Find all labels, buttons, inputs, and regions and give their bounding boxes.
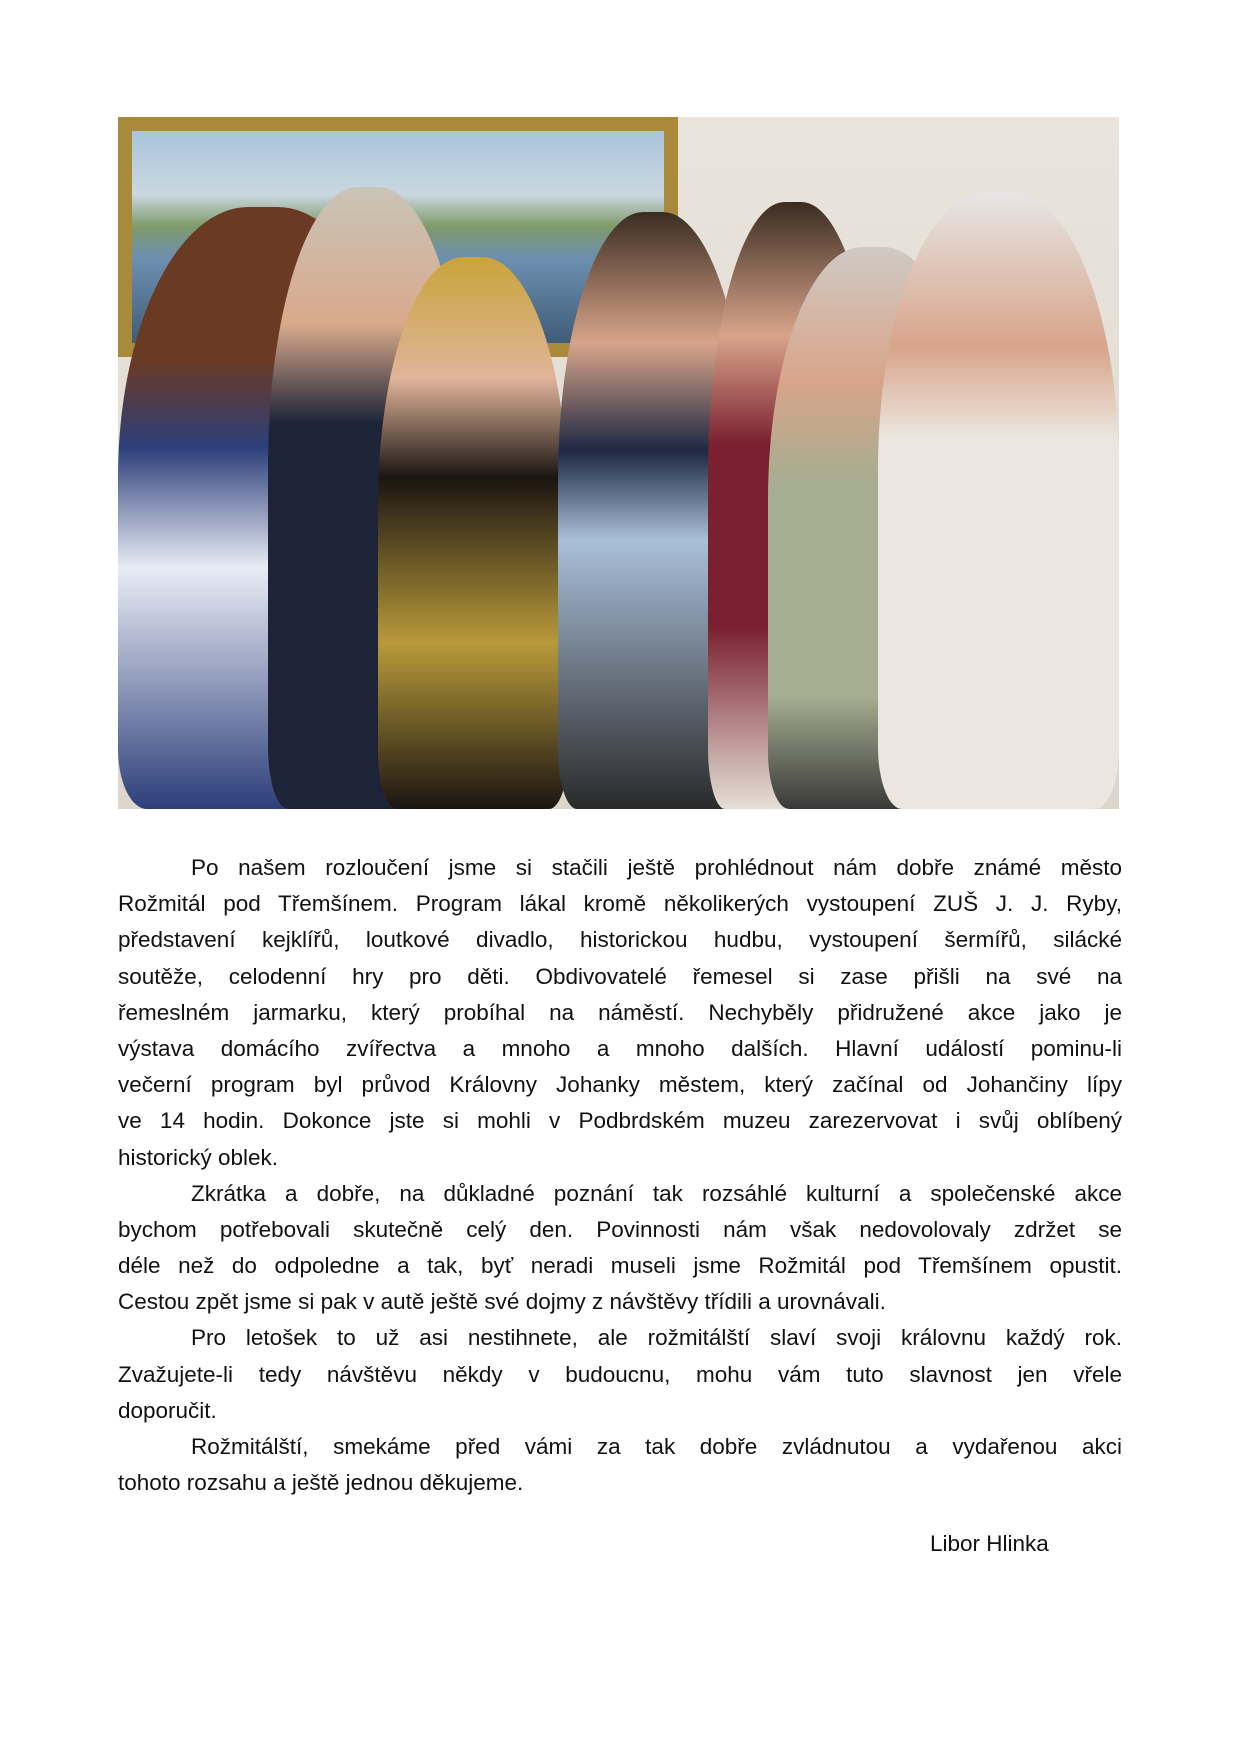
- text-line: výstava domácího zvířectva a mnoho a mnoho dalších. Hlavní událostí pominu-li: [118, 1035, 1122, 1061]
- group-photo: [118, 117, 1119, 809]
- paragraph-4: [118, 1429, 1122, 1501]
- text-line: déle než do odpoledne a tak, byť neradi museli jsme Rožmitál pod Třemšínem opustit.: [118, 1253, 1122, 1279]
- author-signature: Libor Hlinka: [930, 1531, 1049, 1556]
- text-line: Pro letošek to už asi nestihnete, ale rožmitálští slaví svoji královnu každý rok.: [191, 1325, 1122, 1351]
- text-line: Rožmitál pod Třemšínem. Program lákal kromě několikerých vystoupení ZUŠ J. J. Ryby,: [118, 891, 1122, 917]
- text-line: bychom potřebovali skutečně celý den. Povinnosti nám však nedovolovaly zdržet se: [118, 1216, 1122, 1242]
- text-line: Zvažujete-li tedy návštěvu někdy v budoucnu, mohu vám tuto slavnost jen vřele: [118, 1361, 1122, 1387]
- text-line: soutěže, celodenní hry pro děti. Obdivovatelé řemesel si zase přišli na své na: [118, 963, 1122, 989]
- paragraph-2: [118, 1176, 1122, 1321]
- text-line: doporučit.: [118, 1397, 217, 1423]
- paragraph-1: [118, 850, 1122, 1176]
- text-line: ve 14 hodin. Dokonce jste si mohli v Podbrdském muzeu zarezervovat i svůj oblíbený: [118, 1108, 1122, 1134]
- paragraph-3: [118, 1320, 1122, 1429]
- person-figure: [378, 257, 568, 809]
- text-line: Rožmitálští, smekáme před vámi za tak dobře zvládnutou a vydařenou akci: [191, 1434, 1122, 1459]
- text-line: Cestou zpět jsme si pak v autě ještě své dojmy z návštěvy třídili a urovnávali.: [118, 1289, 886, 1315]
- article-body: [118, 850, 1122, 1501]
- person-figure: [878, 192, 1119, 809]
- text-line: tohoto rozsahu a ještě jednou děkujeme.: [118, 1470, 524, 1496]
- text-line: Zkrátka a dobře, na důkladné poznání tak rozsáhlé kulturní a společenské akce: [191, 1180, 1122, 1206]
- text-line: řemeslném jarmarku, který probíhal na náměstí. Nechyběly přidružené akce jako je: [118, 999, 1122, 1025]
- text-line: večerní program byl průvod Královny Johanky městem, který začínal od Johančiny lípy: [118, 1072, 1122, 1098]
- text-line: historický oblek.: [118, 1144, 279, 1170]
- text-line: představení kejklířů, loutkové divadlo, historickou hudbu, vystoupení šermířů, silácké: [118, 927, 1122, 953]
- text-line: Po našem rozloučení jsme si stačili ještě prohlédnout nám dobře známé město: [191, 855, 1122, 880]
